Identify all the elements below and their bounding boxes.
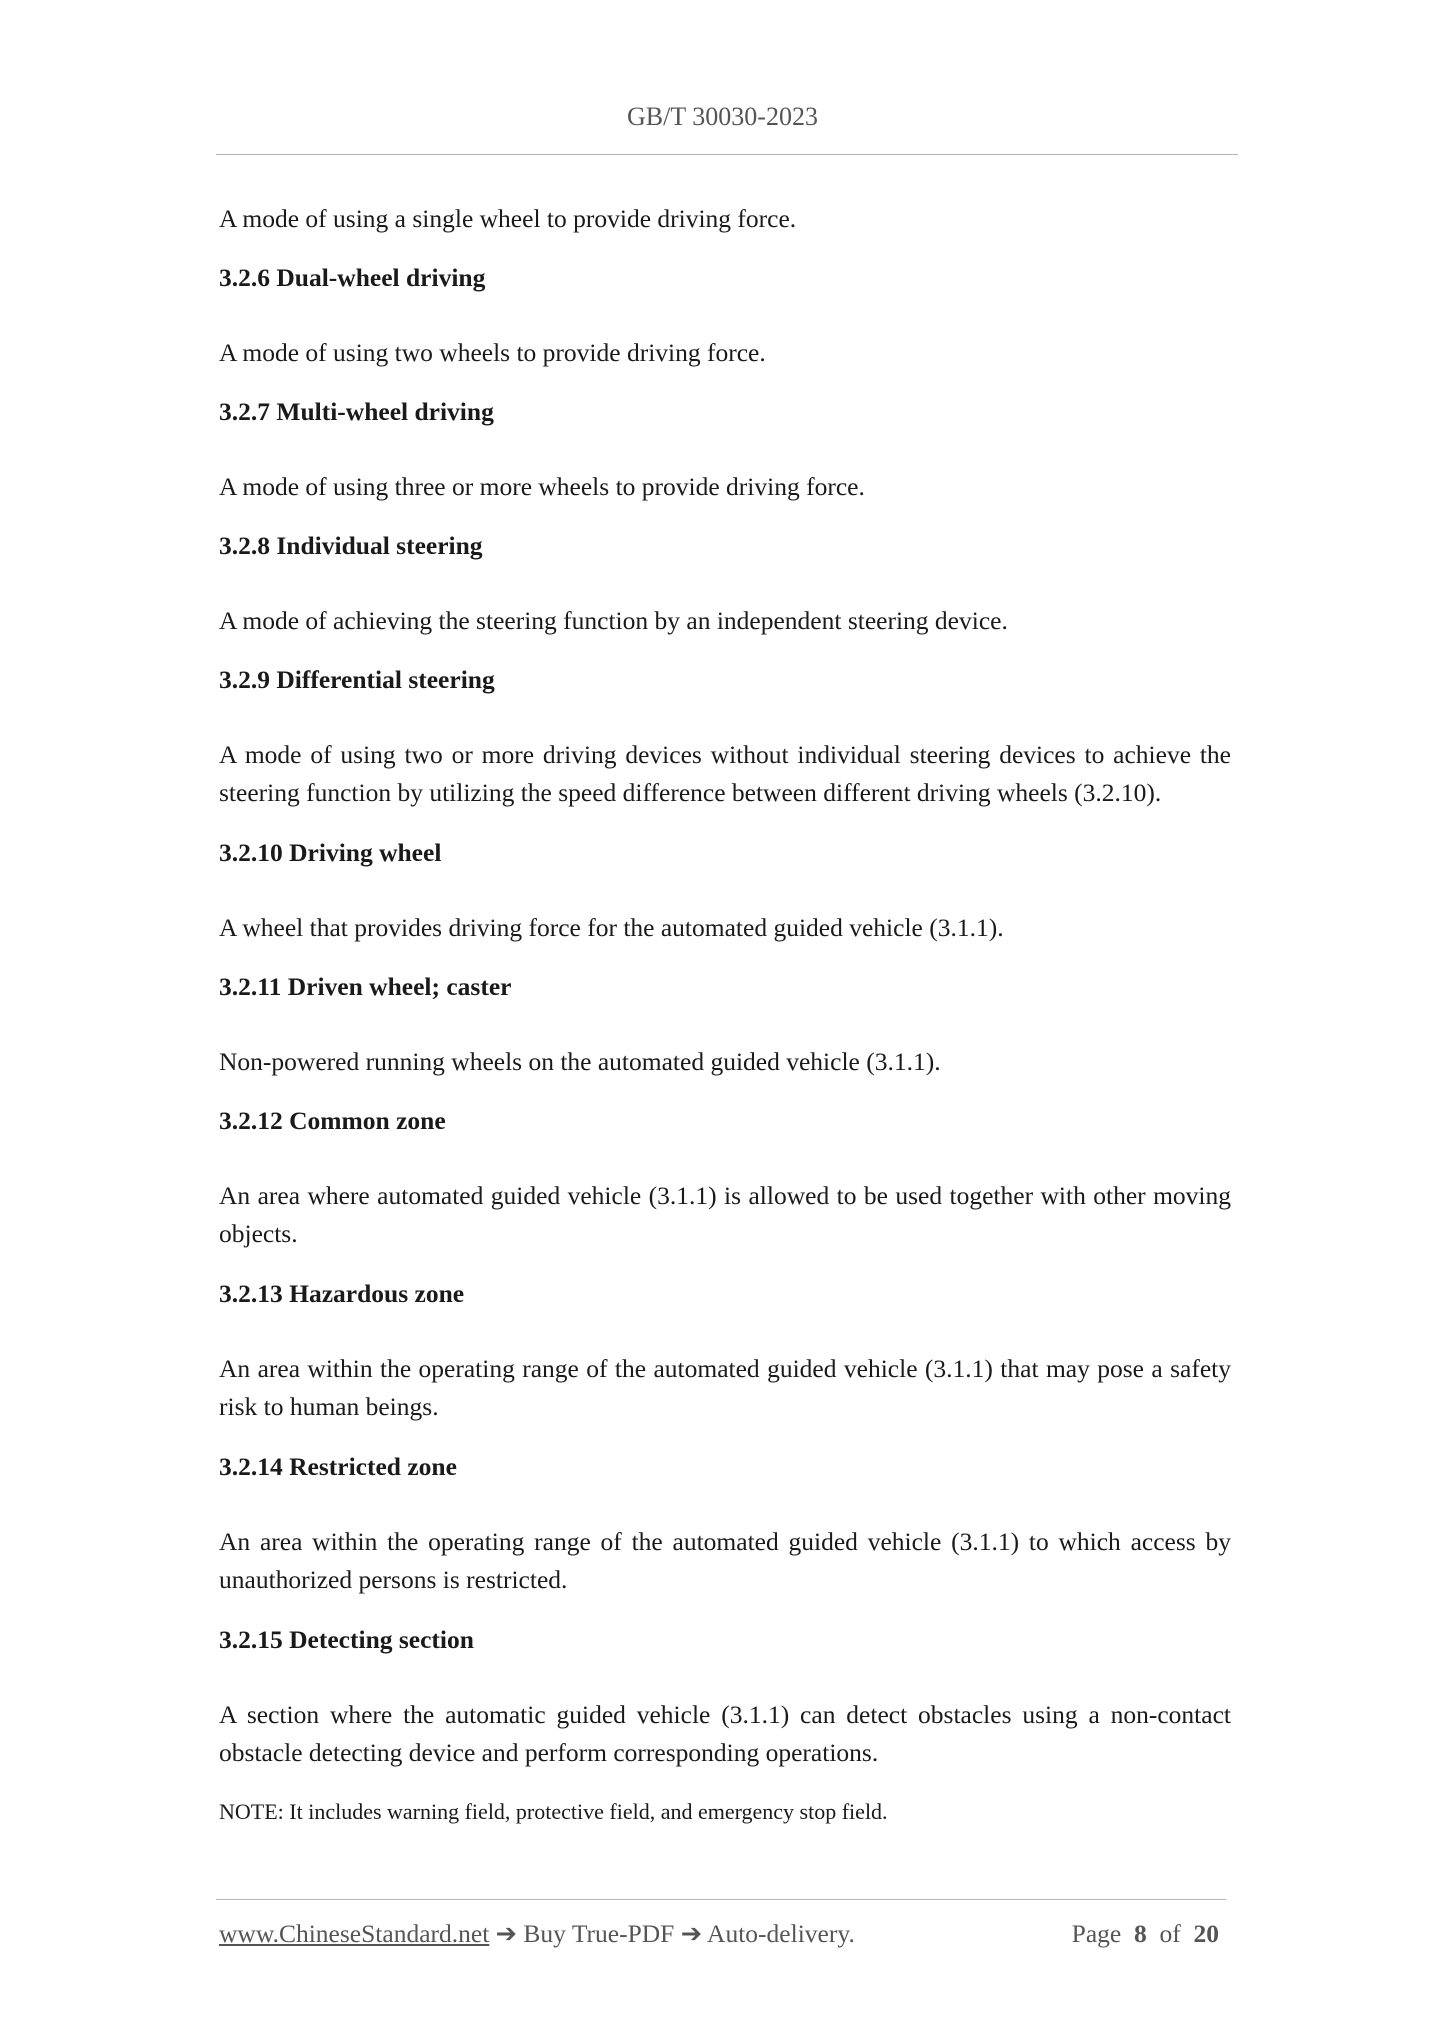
section-heading-3-2-7: 3.2.7 Multi-wheel driving xyxy=(219,397,494,426)
section-heading-3-2-12: 3.2.12 Common zone xyxy=(219,1106,446,1135)
section-text-3-2-8: A mode of achieving the steering function by an independent steering device. xyxy=(219,606,1008,635)
section-text-3-2-13: An area within the operating range of the automated guided vehicle (3.1.1) that may pose a safety risk to human beings. xyxy=(219,1354,1231,1421)
section-heading-3-2-10: 3.2.10 Driving wheel xyxy=(219,838,442,867)
section-text-3-2-15: A section where the automatic guided vehicle (3.1.1) can detect obstacles using a non-contact obstacle detecting device and perform corresponding operations. xyxy=(219,1700,1231,1767)
website-link[interactable]: www.ChineseStandard.net xyxy=(219,1919,490,1948)
section-heading-3-2-6: 3.2.6 Dual-wheel driving xyxy=(219,263,486,292)
section-text-3-2-9: A mode of using two or more driving devices without individual steering devices to achieve the steering function by utilizing the speed difference between different driving wheels (3.2.10). xyxy=(219,740,1231,807)
intro-paragraph: A mode of using a single wheel to provide driving force. xyxy=(219,204,797,233)
section-text-3-2-14: An area within the operating range of the automated guided vehicle (3.1.1) to which access by unauthorized persons is restricted. xyxy=(219,1527,1231,1594)
section-heading-3-2-11: 3.2.11 Driven wheel; caster xyxy=(219,972,512,1001)
section-heading-3-2-9: 3.2.9 Differential steering xyxy=(219,665,495,694)
footer-divider xyxy=(216,1899,1226,1900)
page-label: Page xyxy=(1071,1919,1122,1948)
page-of-label: of xyxy=(1159,1919,1181,1948)
note-text: NOTE: It includes warning field, protective field, and emergency stop field. xyxy=(219,1799,888,1824)
section-text-3-2-11: Non-powered running wheels on the automated guided vehicle (3.1.1). xyxy=(219,1047,941,1076)
section-text-3-2-6: A mode of using two wheels to provide driving force. xyxy=(219,338,766,367)
section-heading-3-2-8: 3.2.8 Individual steering xyxy=(219,531,483,560)
section-text-3-2-12: An area where automated guided vehicle (3.1.1) is allowed to be used together with other moving objects. xyxy=(219,1181,1231,1248)
section-text-3-2-7: A mode of using three or more wheels to provide driving force. xyxy=(219,472,865,501)
footer-promo xyxy=(219,1917,855,1951)
document-header-title: GB/T 30030-2023 xyxy=(627,102,818,131)
footer-promo-text: ➔ Buy True-PDF ➔ Auto-delivery. xyxy=(489,1919,855,1948)
section-heading-3-2-14: 3.2.14 Restricted zone xyxy=(219,1452,457,1481)
section-heading-3-2-13: 3.2.13 Hazardous zone xyxy=(219,1279,465,1308)
page-number xyxy=(1072,1917,1219,1951)
page-current: 8 xyxy=(1134,1919,1147,1948)
page-total: 20 xyxy=(1193,1919,1219,1948)
header-divider xyxy=(216,154,1238,155)
section-text-3-2-10: A wheel that provides driving force for the automated guided vehicle (3.1.1). xyxy=(219,913,1004,942)
section-heading-3-2-15: 3.2.15 Detecting section xyxy=(219,1625,474,1654)
